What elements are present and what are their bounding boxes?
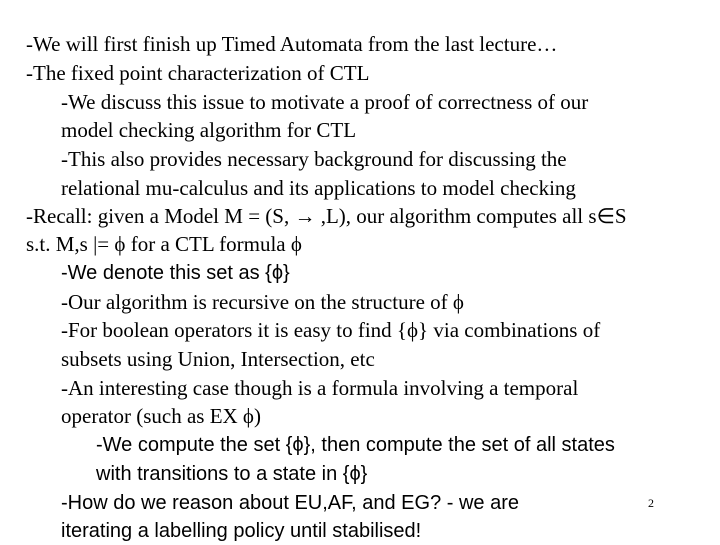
text-line-17: -How do we reason about EU,AF, and EG? - we are: [61, 492, 520, 514]
text-line-15: -We compute the set {ϕ}, then compute the set of all states: [96, 434, 615, 456]
text-line-18: iterating a labelling policy until stabilised!: [61, 520, 422, 542]
text-line-9: -We denote this set as {ϕ}: [61, 262, 290, 284]
text-line-2: -The fixed point characterization of CTL: [26, 61, 370, 85]
text-line-4: model checking algorithm for CTL: [61, 118, 357, 142]
text-line-11: -For boolean operators it is easy to find {ϕ} via combinations of: [61, 318, 601, 342]
page-number: 2: [648, 496, 654, 510]
text-line-3: -We discuss this issue to motivate a proof of correctness of our: [61, 90, 589, 114]
text-line-5: -This also provides necessary background for discussing the: [61, 147, 567, 171]
text-line-8: s.t. M,s |= ϕ for a CTL formula ϕ: [26, 232, 302, 256]
text-line-7: -Recall: given a Model M = (S, → ,L), our algorithm computes all s∈S: [26, 204, 627, 228]
text-line-10: -Our algorithm is recursive on the structure of ϕ: [61, 290, 464, 314]
text-line-13: -An interesting case though is a formula involving a temporal: [61, 376, 579, 400]
text-line-16: with transitions to a state in {ϕ}: [96, 463, 368, 485]
text-line-12: subsets using Union, Intersection, etc: [61, 347, 375, 371]
text-line-6: relational mu-calculus and its applications to model checking: [61, 176, 576, 200]
text-line-14: operator (such as EX ϕ): [61, 404, 261, 428]
text-line-1: -We will first finish up Timed Automata from the last lecture…: [26, 32, 558, 56]
